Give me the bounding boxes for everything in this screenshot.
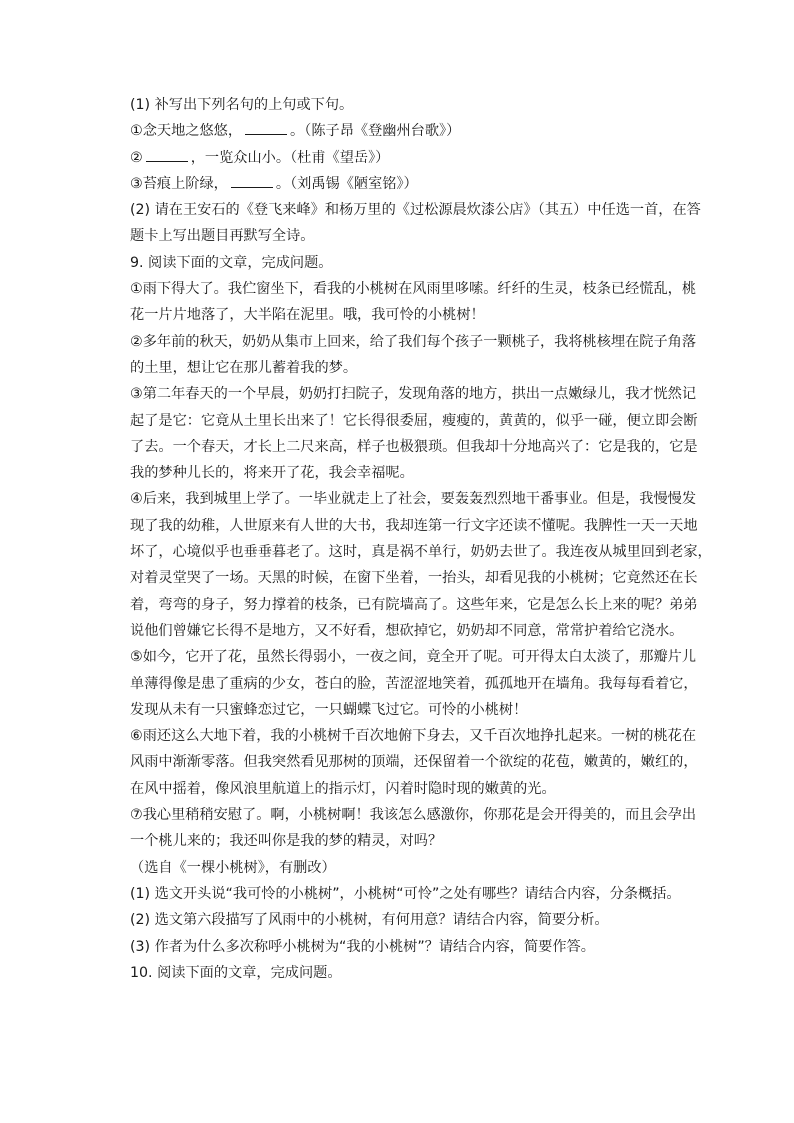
passage-line: 在风中摇着，像风浪里航道上的指示灯，闪着时隐时现的嫩黄的光。 (130, 780, 556, 797)
poem-fill-line-3: ③苔痕上阶绿， 。（刘禹锡《陋室铭》） (130, 171, 690, 197)
question-8-part-2: (2) 请在王安石的《登飞来峰》和杨万里的《过松源晨炊漆公店》（其五）中任选一首，在答 (130, 202, 701, 219)
document-content (130, 92, 712, 986)
passage-source: （选自《一棵小桃树》，有删改） (130, 859, 336, 876)
answer-blank[interactable] (245, 120, 287, 135)
passage-line: ⑤如今，它开了花，虽然长得弱小，一夜之间，竟全开了呢。可开得太白太淡了，那瓣片儿 (130, 649, 697, 666)
passage-line: 坏了，心境似乎也垂垂暮老了。这时，真是祸不单行，奶奶去世了。我连夜从城里回到老家， (130, 544, 712, 561)
passage-line: 说他们曾嫌它长得不是地方，又不好看，想砍掉它，奶奶却不同意，常常护着给它浇水。 (130, 622, 684, 639)
passage-line: 单薄得像是患了重病的少女，苍白的脸，苦涩涩地笑着，孤孤地开在墙角。我每每看着它， (130, 675, 698, 692)
passage-line: 我的梦种儿长的，将来开了花，我会幸福呢。 (130, 465, 414, 482)
passage-line: 一个桃儿来的；我还叫你是我的梦的精灵，对吗？ (130, 833, 443, 850)
passage-line: 的土里，想让它在那儿蓄着我的梦。 (130, 359, 358, 376)
passage-line: ①雨下得大了。我伫窗坐下，看我的小桃树在风雨里哆嗦。纤纤的生灵，枝条已经慌乱，桃 (130, 281, 697, 298)
passage-line: 起了是它：它竟从土里长出来了！它长得很委屈，瘦瘦的，黄黄的，似乎一碰，便立即会断 (130, 412, 698, 429)
answer-blank[interactable] (231, 173, 273, 188)
passage-line: ⑥雨还这么大地下着，我的小桃树千百次地俯下身去，又千百次地挣扎起来。一树的桃花在 (130, 728, 697, 745)
answer-blank[interactable] (146, 147, 188, 162)
passage-line: 现了我的幼稚，人世原来有人世的大书，我却连第一行文字还读不懂呢。我脾性一天一天地 (130, 517, 698, 534)
question-9-part-3: (3) 作者为什么多次称呼小桃树为“我的小桃树”？请结合内容，简要作答。 (130, 938, 595, 955)
poem-fill-line-2: ② ，一览众山小。（杜甫《望岳》） (130, 145, 690, 171)
passage-line: 对着灵堂哭了一场。天黑的时候，在窗下坐着，一抬头，却看见我的小桃树；它竟然还在长 (130, 570, 698, 587)
question-10-heading: 10. 阅读下面的文章，完成问题。 (130, 964, 342, 981)
passage-line: 发现从未有一只蜜蜂恋过它，一只蝴蝶飞过它。可怜的小桃树！ (130, 701, 528, 718)
question-9-heading: 9. 阅读下面的文章，完成问题。 (130, 254, 333, 271)
question-8-part-2-cont: 题卡上写出题目再默写全诗。 (130, 228, 315, 245)
passage-line: 花一片片地落了，大半陷在泥里。哦，我可怜的小桃树！ (130, 307, 485, 324)
question-9-part-1: (1) 选文开头说“我可怜的小桃树”，小桃树“可怜”之处有哪些？请结合内容，分条概括。 (130, 885, 681, 902)
passage-line: ②多年前的秋天，奶奶从集市上回来，给了我们每个孩子一颗桃子，我将桃核埋在院子角落 (130, 333, 697, 350)
passage-line: 风雨中渐渐零落。但我突然看见那树的顶端，还保留着一个欲绽的花苞，嫩黄的，嫩红的， (130, 754, 698, 771)
passage-line: 了去。一个春天，才长上二尺来高，样子也极猥琐。但我却十分地高兴了：它是我的，它是 (130, 438, 698, 455)
passage-line: 着，弯弯的身子，努力撑着的枝条，已有院墙高了。这些年来，它是怎么长上来的呢？弟弟 (130, 596, 698, 613)
question-9-part-2: (2) 选文第六段描写了风雨中的小桃树，有何用意？请结合内容，简要分析。 (130, 912, 609, 929)
question-8-part-1: (1) 补写出下列名句的上句或下句。 (130, 97, 354, 113)
poem-fill-line-1: ①念天地之悠悠， 。（陈子昂《登幽州台歌》） (130, 118, 690, 144)
passage-line: ⑦我心里稍稍安慰了。啊，小桃树啊！我该怎么感激你，你那花是会开得美的，而且会孕出 (130, 807, 697, 824)
passage-line: ④后来，我到城里上学了。一毕业就走上了社会，要轰轰烈烈地干番事业。但是，我慢慢发 (130, 491, 697, 508)
passage-line: ③第二年春天的一个早晨，奶奶打扫院子，发现角落的地方，拱出一点嫩绿儿，我才恍然记 (130, 386, 697, 403)
